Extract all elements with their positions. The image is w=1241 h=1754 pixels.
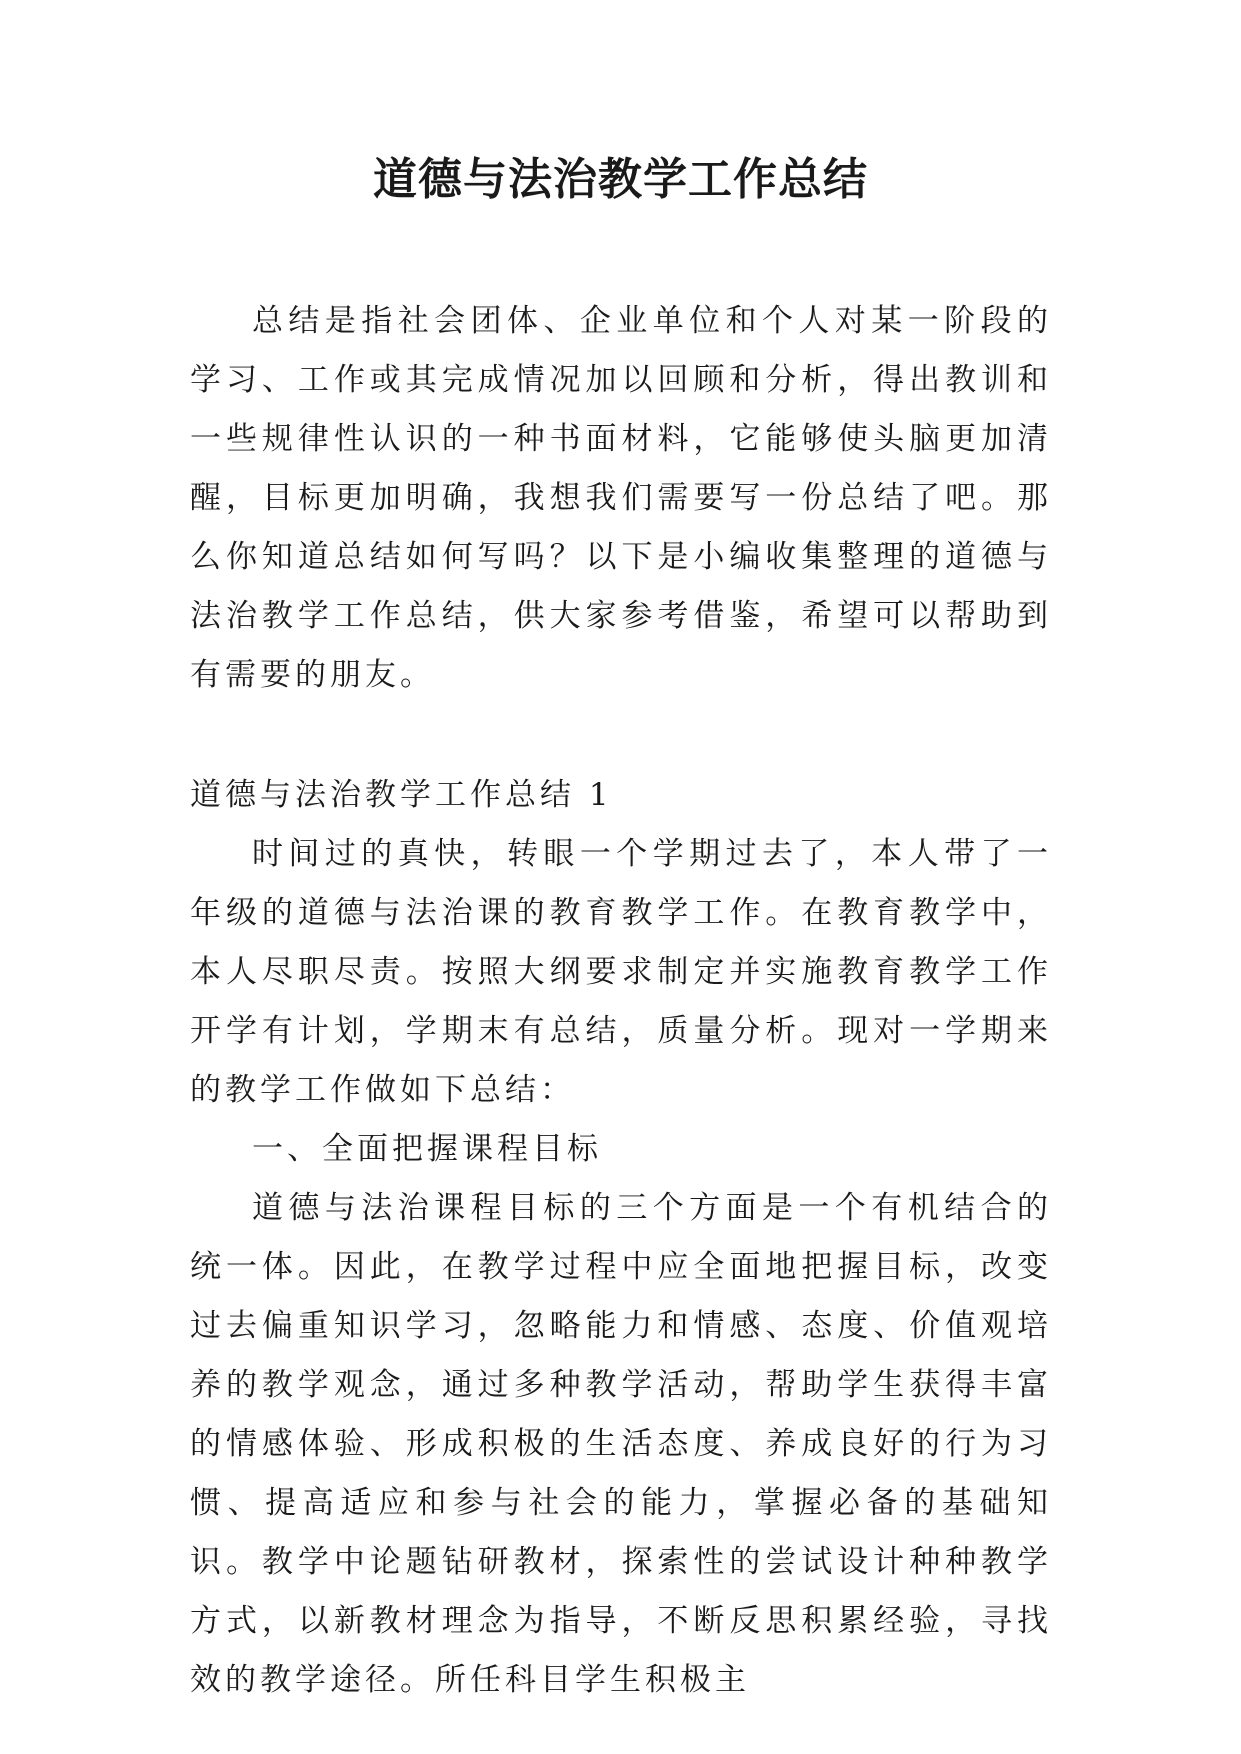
subsection-heading: 一、全面把握课程目标 — [252, 1131, 602, 1167]
document-title: 道德与法治教学工作总结 — [373, 154, 868, 205]
paragraph-spacer — [190, 705, 1052, 766]
body-paragraph-1: 时间过的真快，转眼一个学期过去了，本人带了一年级的道德与法治课的教育教学工作。在教育教学中，本人尽职尽责。按照大纲要求制定并实施教育教学工作开学有计划，学期末有总结，质量分析。现对一学期来的教学工作做如下总结： — [190, 836, 1052, 1108]
document-body — [190, 292, 1052, 1710]
body-paragraph-2: 道德与法治课程目标的三个方面是一个有机结合的统一体。因此，在教学过程中应全面地把握目标，改变过去偏重知识学习，忽略能力和情感、态度、价值观培养的教学观念，通过多种教学活动，帮助学生获得丰富的情感体验、形成积极的生活态度、养成良好的行为习惯、提高适应和参与社会的能力，掌握必备的基础知识。教学中论题钻研教材，探索性的尝试设计种种教学方式，以新教材理念为指导，不断反思积累经验，寻找效的教学途径。所任科目学生积极主 — [190, 1190, 1052, 1698]
section-heading: 道德与法治教学工作总结 1 — [190, 777, 613, 813]
intro-paragraph: 总结是指社会团体、企业单位和个人对某一阶段的学习、工作或其完成情况加以回顾和分析，得出教训和一些规律性认识的一种书面材料，它能够使头脑更加清醒，目标更加明确，我想我们需要写一份总结了吧。那么你知道总结如何写吗？以下是小编收集整理的道德与法治教学工作总结，供大家参考借鉴，希望可以帮助到有需要的朋友。 — [190, 303, 1052, 693]
